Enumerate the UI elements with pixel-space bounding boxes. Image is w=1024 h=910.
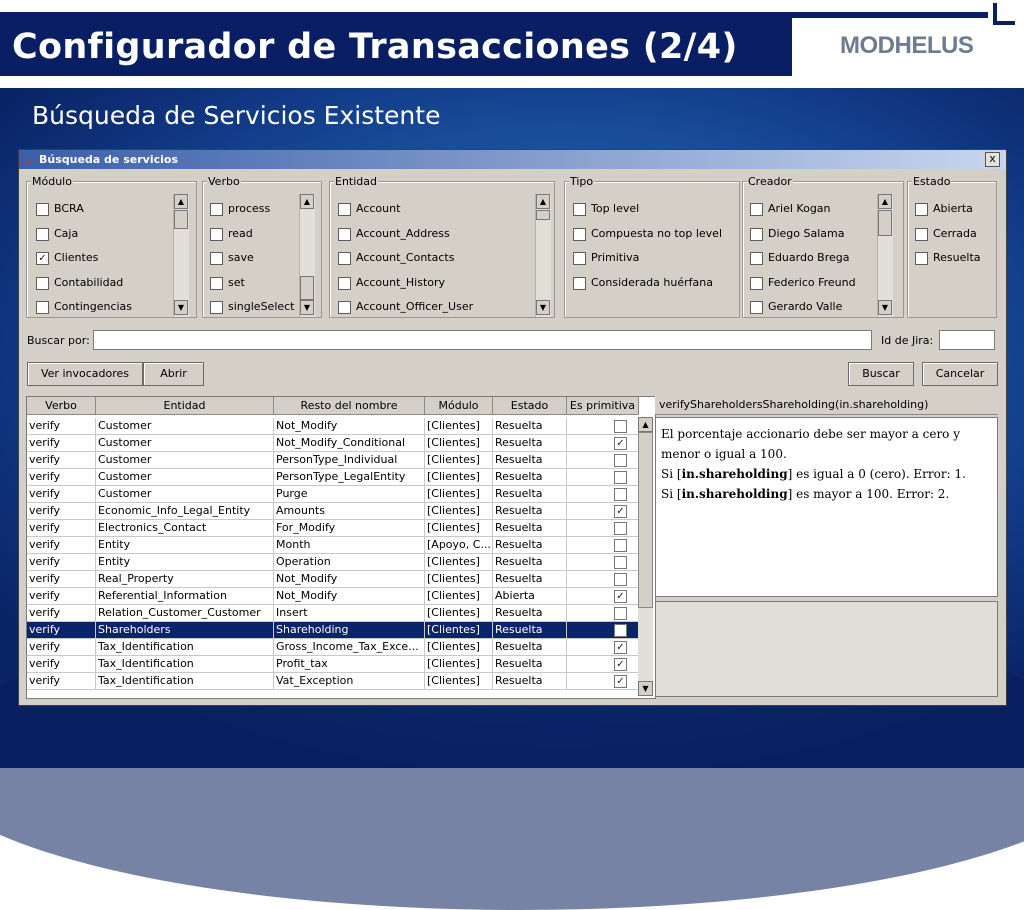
modulo-option[interactable] — [36, 299, 176, 317]
checkbox-icon[interactable] — [210, 301, 223, 314]
checkbox-icon[interactable] — [210, 277, 223, 290]
entidad-option-label: Account_History — [356, 275, 446, 289]
checkbox-icon[interactable] — [210, 252, 223, 265]
modulo-option[interactable] — [36, 275, 176, 293]
cell-resto: For_Modify — [274, 520, 425, 537]
cell-entidad: Customer — [96, 469, 274, 486]
group-creador-label: Creador — [748, 175, 792, 188]
modulo-option[interactable] — [36, 250, 176, 268]
verbo-option-label: save — [228, 251, 254, 264]
table-row[interactable] — [27, 435, 639, 452]
modulo-option[interactable] — [36, 201, 176, 219]
scroll-down-icon[interactable]: ▼ — [536, 300, 550, 315]
cell-verbo: verify — [27, 571, 96, 588]
cell-modulo: [Apoyo, C... — [425, 537, 493, 554]
cell-primitiva — [567, 673, 639, 690]
verbo-option-label: process — [228, 202, 271, 215]
search-services-dialog — [18, 149, 1007, 706]
group-creador — [742, 175, 904, 318]
table-row[interactable] — [27, 639, 639, 656]
table-row[interactable] — [27, 673, 639, 690]
entidad-option-label: Account_Address — [356, 226, 450, 240]
cell-estado: Resuelta — [493, 469, 567, 486]
cell-estado: Resuelta — [493, 452, 567, 469]
checkbox-icon[interactable] — [573, 228, 586, 241]
cell-estado: Resuelta — [493, 486, 567, 503]
cell-resto: Purge — [274, 486, 425, 503]
creador-option[interactable] — [750, 201, 890, 219]
entidad-option[interactable] — [338, 250, 478, 268]
cell-modulo: [Clientes] — [425, 469, 493, 486]
primitiva-checkbox-icon[interactable] — [614, 607, 627, 620]
detail-lower-panel — [655, 601, 998, 697]
checkbox-icon[interactable] — [750, 252, 763, 265]
entidad-option-label: Account_Contacts — [356, 251, 455, 264]
table-row[interactable] — [27, 656, 639, 673]
cell-resto: PersonType_Individual — [274, 452, 425, 469]
entidad-option[interactable] — [338, 226, 478, 244]
checkbox-icon[interactable] — [573, 203, 586, 216]
tipo-option-label: Compuesta no top level — [591, 226, 723, 240]
cell-resto: Operation — [274, 554, 425, 571]
group-verbo — [202, 175, 322, 318]
checkbox-icon[interactable] — [915, 252, 928, 265]
entidad-option[interactable] — [338, 275, 478, 293]
checkbox-icon[interactable] — [338, 203, 351, 216]
entidad-option-label: Account_Officer_User — [356, 300, 474, 313]
cancel-button[interactable]: Cancelar — [922, 362, 998, 386]
estado-option[interactable] — [915, 201, 1024, 219]
cell-estado: Resuelta — [493, 503, 567, 520]
checkbox-icon[interactable] — [750, 277, 763, 290]
primitiva-checkbox-icon[interactable] — [614, 573, 627, 586]
cell-entidad: Entity — [96, 554, 274, 571]
tipo-option-label: Primitiva — [591, 251, 640, 264]
scroll-up-icon[interactable]: ▲ — [300, 194, 314, 209]
tipo-option[interactable] — [573, 201, 713, 219]
entidad-scrollbar[interactable] — [535, 194, 551, 317]
estado-option-label: Cerrada — [933, 226, 977, 240]
creador-option[interactable] — [750, 275, 890, 293]
primitiva-checkbox-icon[interactable] — [614, 522, 627, 535]
group-verbo-label: Verbo — [208, 175, 240, 188]
cell-estado: Resuelta — [493, 656, 567, 673]
cell-primitiva — [567, 469, 639, 486]
verbo-option-label: singleSelect — [228, 300, 295, 313]
cell-entidad: Customer — [96, 452, 274, 469]
group-tipo — [564, 175, 740, 318]
scroll-thumb[interactable] — [638, 432, 653, 608]
cell-modulo: [Clientes] — [425, 588, 493, 605]
cell-estado: Resuelta — [493, 537, 567, 554]
cell-modulo: [Clientes] — [425, 639, 493, 656]
table-scrollbar[interactable] — [638, 417, 653, 696]
table-row[interactable] — [27, 452, 639, 469]
modulo-option-label: Contingencias — [54, 300, 133, 313]
cell-entidad: Electronics_Contact — [96, 520, 274, 537]
cell-modulo: [Clientes] — [425, 673, 493, 690]
tipo-option[interactable] — [573, 275, 713, 293]
group-modulo — [26, 175, 197, 318]
primitiva-checkbox-icon[interactable]: ✓ — [614, 590, 627, 603]
cell-entidad: Customer — [96, 418, 274, 435]
table-row[interactable] — [27, 520, 639, 537]
group-entidad — [329, 175, 555, 318]
cell-entidad: Tax_Identification — [96, 656, 274, 673]
cell-resto: Vat_Exception — [274, 673, 425, 690]
entidad-option[interactable] — [338, 201, 478, 219]
cell-resto: Insert — [274, 605, 425, 622]
verbo-option-label: read — [228, 226, 253, 240]
modulo-option-label: BCRA — [54, 202, 84, 215]
cell-resto: Not_Modify — [274, 571, 425, 588]
cell-primitiva — [567, 435, 639, 452]
detail-line-3: Si [in.shareholding] es mayor a 100. Error: 2. — [661, 487, 950, 501]
checkbox-icon[interactable] — [750, 301, 763, 314]
cell-modulo: [Clientes] — [425, 503, 493, 520]
cell-entidad: Real_Property — [96, 571, 274, 588]
slide-title: Configurador de Transacciones (2/4) — [12, 27, 738, 67]
cell-resto: Profit_tax — [274, 656, 425, 673]
cell-verbo: verify — [27, 554, 96, 571]
checkbox-icon[interactable] — [338, 301, 351, 314]
cell-primitiva — [567, 503, 639, 520]
dialog-titlebar[interactable] — [19, 150, 1006, 169]
scroll-up-icon[interactable]: ▲ — [878, 194, 892, 209]
table-row[interactable] — [27, 605, 639, 622]
scroll-thumb[interactable] — [536, 210, 550, 220]
primitiva-checkbox-icon[interactable] — [614, 556, 627, 569]
search-button[interactable]: Buscar — [848, 362, 914, 386]
scroll-thumb[interactable] — [878, 210, 892, 236]
column-header-estado[interactable]: Estado — [493, 397, 567, 415]
cell-verbo: verify — [27, 537, 96, 554]
detail-header: verifyShareholdersShareholding(in.shareholding) — [655, 396, 998, 415]
checkbox-icon[interactable] — [36, 203, 49, 216]
scroll-down-icon[interactable]: ▼ — [174, 300, 188, 315]
cell-modulo: [Clientes] — [425, 452, 493, 469]
modulo-scrollbar[interactable] — [173, 194, 189, 317]
cell-resto: Amounts — [274, 503, 425, 520]
open-button[interactable]: Abrir — [143, 362, 204, 386]
creador-option-label: Federico Freund — [768, 275, 856, 289]
checkbox-icon[interactable] — [338, 277, 351, 290]
checkbox-icon[interactable] — [915, 203, 928, 216]
checkbox-icon[interactable] — [338, 228, 351, 241]
tipo-option[interactable] — [573, 226, 723, 244]
cell-primitiva — [567, 622, 639, 639]
cell-resto: Not_Modify — [274, 588, 425, 605]
cell-verbo: verify — [27, 503, 96, 520]
checkbox-icon[interactable] — [210, 203, 223, 216]
table-row[interactable] — [27, 486, 639, 503]
cell-verbo: verify — [27, 435, 96, 452]
cell-modulo: [Clientes] — [425, 622, 493, 639]
primitiva-checkbox-icon[interactable] — [614, 420, 627, 433]
cell-resto: Not_Modify — [274, 418, 425, 435]
cell-primitiva — [567, 537, 639, 554]
cell-primitiva — [567, 656, 639, 673]
scroll-thumb[interactable] — [300, 276, 314, 300]
scroll-down-icon[interactable]: ▼ — [878, 300, 892, 315]
cell-modulo: [Clientes] — [425, 571, 493, 588]
modulo-option-label: Contabilidad — [54, 275, 124, 289]
table-row[interactable] — [27, 418, 639, 435]
primitiva-checkbox-icon[interactable]: ✓ — [614, 641, 627, 654]
entidad-option[interactable] — [338, 299, 478, 317]
estado-option-label: Abierta — [933, 202, 973, 215]
cell-resto: Gross_Income_Tax_Exce... — [274, 639, 425, 656]
group-estado-label: Estado — [913, 175, 951, 188]
checkbox-icon[interactable] — [36, 301, 49, 314]
cell-verbo: verify — [27, 418, 96, 435]
jira-id-input[interactable] — [939, 330, 995, 350]
table-row[interactable] — [27, 588, 639, 605]
estado-option[interactable] — [915, 250, 1024, 268]
cell-estado: Resuelta — [493, 554, 567, 571]
checkbox-icon[interactable] — [573, 252, 586, 265]
cell-primitiva — [567, 571, 639, 588]
primitiva-checkbox-icon[interactable]: ✓ — [614, 437, 627, 450]
cell-primitiva — [567, 588, 639, 605]
cell-verbo: verify — [27, 673, 96, 690]
primitiva-checkbox-icon[interactable] — [614, 471, 627, 484]
cell-verbo: verify — [27, 520, 96, 537]
close-button[interactable]: x — [985, 152, 1000, 167]
group-estado — [907, 175, 997, 318]
verbo-scrollbar[interactable] — [299, 194, 315, 317]
cell-primitiva — [567, 554, 639, 571]
checkbox-icon[interactable] — [338, 252, 351, 265]
modulo-option-label: Clientes — [54, 251, 99, 264]
cell-verbo: verify — [27, 486, 96, 503]
detail-description[interactable] — [655, 417, 998, 597]
creador-option-label: Gerardo Valle — [768, 300, 843, 313]
search-label: Buscar por: — [27, 334, 90, 347]
cell-resto: Month — [274, 537, 425, 554]
primitiva-checkbox-icon[interactable]: ✓ — [614, 505, 627, 518]
checkbox-icon[interactable]: ✓ — [36, 252, 49, 265]
cell-primitiva — [567, 520, 639, 537]
cell-entidad: Economic_Info_Legal_Entity — [96, 503, 274, 520]
cell-resto: Shareholding — [274, 622, 425, 639]
creador-option-label: Eduardo Brega — [768, 251, 850, 264]
table-row[interactable] — [27, 554, 639, 571]
detail-line-1: El porcentaje accionario debe ser mayor a cero y menor o igual a 100. — [661, 427, 960, 461]
estado-option[interactable] — [915, 226, 1024, 244]
cell-primitiva — [567, 639, 639, 656]
cell-verbo: verify — [27, 469, 96, 486]
creador-option[interactable] — [750, 250, 890, 268]
cell-estado: Resuelta — [493, 418, 567, 435]
cell-estado: Resuelta — [493, 673, 567, 690]
dialog-title: Búsqueda de servicios — [39, 153, 178, 166]
cell-resto: Not_Modify_Conditional — [274, 435, 425, 452]
cell-modulo: [Clientes] — [425, 418, 493, 435]
cell-entidad: Tax_Identification — [96, 673, 274, 690]
cell-entidad: Customer — [96, 435, 274, 452]
scroll-down-icon[interactable]: ▼ — [638, 681, 653, 696]
cell-modulo: [Clientes] — [425, 605, 493, 622]
group-entidad-label: Entidad — [335, 175, 377, 188]
group-tipo-label: Tipo — [570, 175, 594, 188]
cell-entidad: Relation_Customer_Customer — [96, 605, 274, 622]
table-row[interactable] — [27, 469, 639, 486]
cell-estado: Resuelta — [493, 622, 567, 639]
tipo-option-label: Considerada huérfana — [591, 275, 713, 289]
cell-entidad: Referential_Information — [96, 588, 274, 605]
cell-entidad: Shareholders — [96, 622, 274, 639]
creador-option-label: Ariel Kogan — [768, 202, 831, 215]
verbo-option-label: set — [228, 275, 245, 289]
primitiva-checkbox-icon[interactable] — [614, 624, 627, 637]
column-header-entidad[interactable]: Entidad — [96, 397, 274, 415]
cell-modulo: [Clientes] — [425, 520, 493, 537]
table-row[interactable] — [27, 537, 639, 554]
scroll-down-icon[interactable]: ▼ — [300, 300, 314, 315]
cell-estado: Resuelta — [493, 605, 567, 622]
tipo-option[interactable] — [573, 250, 713, 268]
scroll-up-icon[interactable]: ▲ — [174, 194, 188, 209]
column-header-resto[interactable]: Resto del nombre — [274, 397, 425, 415]
checkbox-icon[interactable] — [750, 228, 763, 241]
results-table — [26, 396, 656, 699]
entidad-option-label: Account — [356, 202, 401, 215]
column-header-es-primitiva[interactable]: Es primitiva — [567, 397, 639, 415]
detail-line-2: Si [in.shareholding] es igual a 0 (cero). Error: 1. — [661, 467, 966, 481]
cell-estado: Resuelta — [493, 520, 567, 537]
cell-verbo: verify — [27, 452, 96, 469]
checkbox-icon[interactable] — [36, 277, 49, 290]
scroll-thumb[interactable] — [174, 210, 188, 229]
cell-primitiva — [567, 452, 639, 469]
cell-primitiva — [567, 418, 639, 435]
scroll-up-icon[interactable]: ▲ — [638, 417, 653, 432]
checkbox-icon[interactable] — [36, 228, 49, 241]
estado-option-label: Resuelta — [933, 251, 981, 264]
scroll-up-icon[interactable]: ▲ — [536, 194, 550, 209]
table-row[interactable] — [27, 622, 639, 639]
checkbox-icon[interactable] — [750, 203, 763, 216]
primitiva-checkbox-icon[interactable] — [614, 488, 627, 501]
cell-modulo: [Clientes] — [425, 554, 493, 571]
slide-subtitle: Búsqueda de Servicios Existente — [32, 101, 441, 130]
table-row[interactable] — [27, 503, 639, 520]
checkbox-icon[interactable] — [573, 277, 586, 290]
creador-option[interactable] — [750, 226, 890, 244]
modulo-option-label: Caja — [54, 226, 79, 240]
cell-estado: Abierta — [493, 588, 567, 605]
cell-estado: Resuelta — [493, 639, 567, 656]
table-row[interactable] — [27, 571, 639, 588]
search-input[interactable] — [93, 330, 872, 350]
tipo-option-label: Top level — [591, 202, 640, 215]
cell-primitiva — [567, 605, 639, 622]
corner-decoration — [993, 3, 1015, 25]
cell-modulo: [Clientes] — [425, 435, 493, 452]
group-modulo-label: Módulo — [32, 175, 72, 188]
cell-verbo: verify — [27, 588, 96, 605]
cell-verbo: verify — [27, 622, 96, 639]
cell-entidad: Customer — [96, 486, 274, 503]
cell-entidad: Tax_Identification — [96, 639, 274, 656]
brand-logo-text: MODHELUS — [840, 32, 974, 59]
cell-resto: PersonType_LegalEntity — [274, 469, 425, 486]
column-header-modulo[interactable]: Módulo — [425, 397, 493, 415]
view-invokers-button[interactable]: Ver invocadores — [27, 362, 143, 386]
java-cup-icon: ♨ — [23, 152, 34, 166]
cell-verbo: verify — [27, 605, 96, 622]
column-header-verbo[interactable]: Verbo — [27, 397, 96, 415]
cell-estado: Resuelta — [493, 435, 567, 452]
cell-verbo: verify — [27, 656, 96, 673]
cell-verbo: verify — [27, 639, 96, 656]
cell-primitiva — [567, 486, 639, 503]
cell-modulo: [Clientes] — [425, 486, 493, 503]
primitiva-checkbox-icon[interactable]: ✓ — [614, 658, 627, 671]
modulo-option[interactable] — [36, 226, 176, 244]
cell-estado: Resuelta — [493, 571, 567, 588]
creador-option-label: Diego Salama — [768, 226, 845, 240]
creador-option[interactable] — [750, 299, 890, 317]
creador-scrollbar[interactable] — [877, 194, 893, 317]
jira-id-label: Id de Jira: — [881, 334, 934, 347]
cell-entidad: Entity — [96, 537, 274, 554]
checkbox-icon[interactable] — [915, 228, 928, 241]
cell-modulo: [Clientes] — [425, 656, 493, 673]
primitiva-checkbox-icon[interactable]: ✓ — [614, 675, 627, 688]
checkbox-icon[interactable] — [210, 228, 223, 241]
primitiva-checkbox-icon[interactable] — [614, 539, 627, 552]
primitiva-checkbox-icon[interactable] — [614, 454, 627, 467]
